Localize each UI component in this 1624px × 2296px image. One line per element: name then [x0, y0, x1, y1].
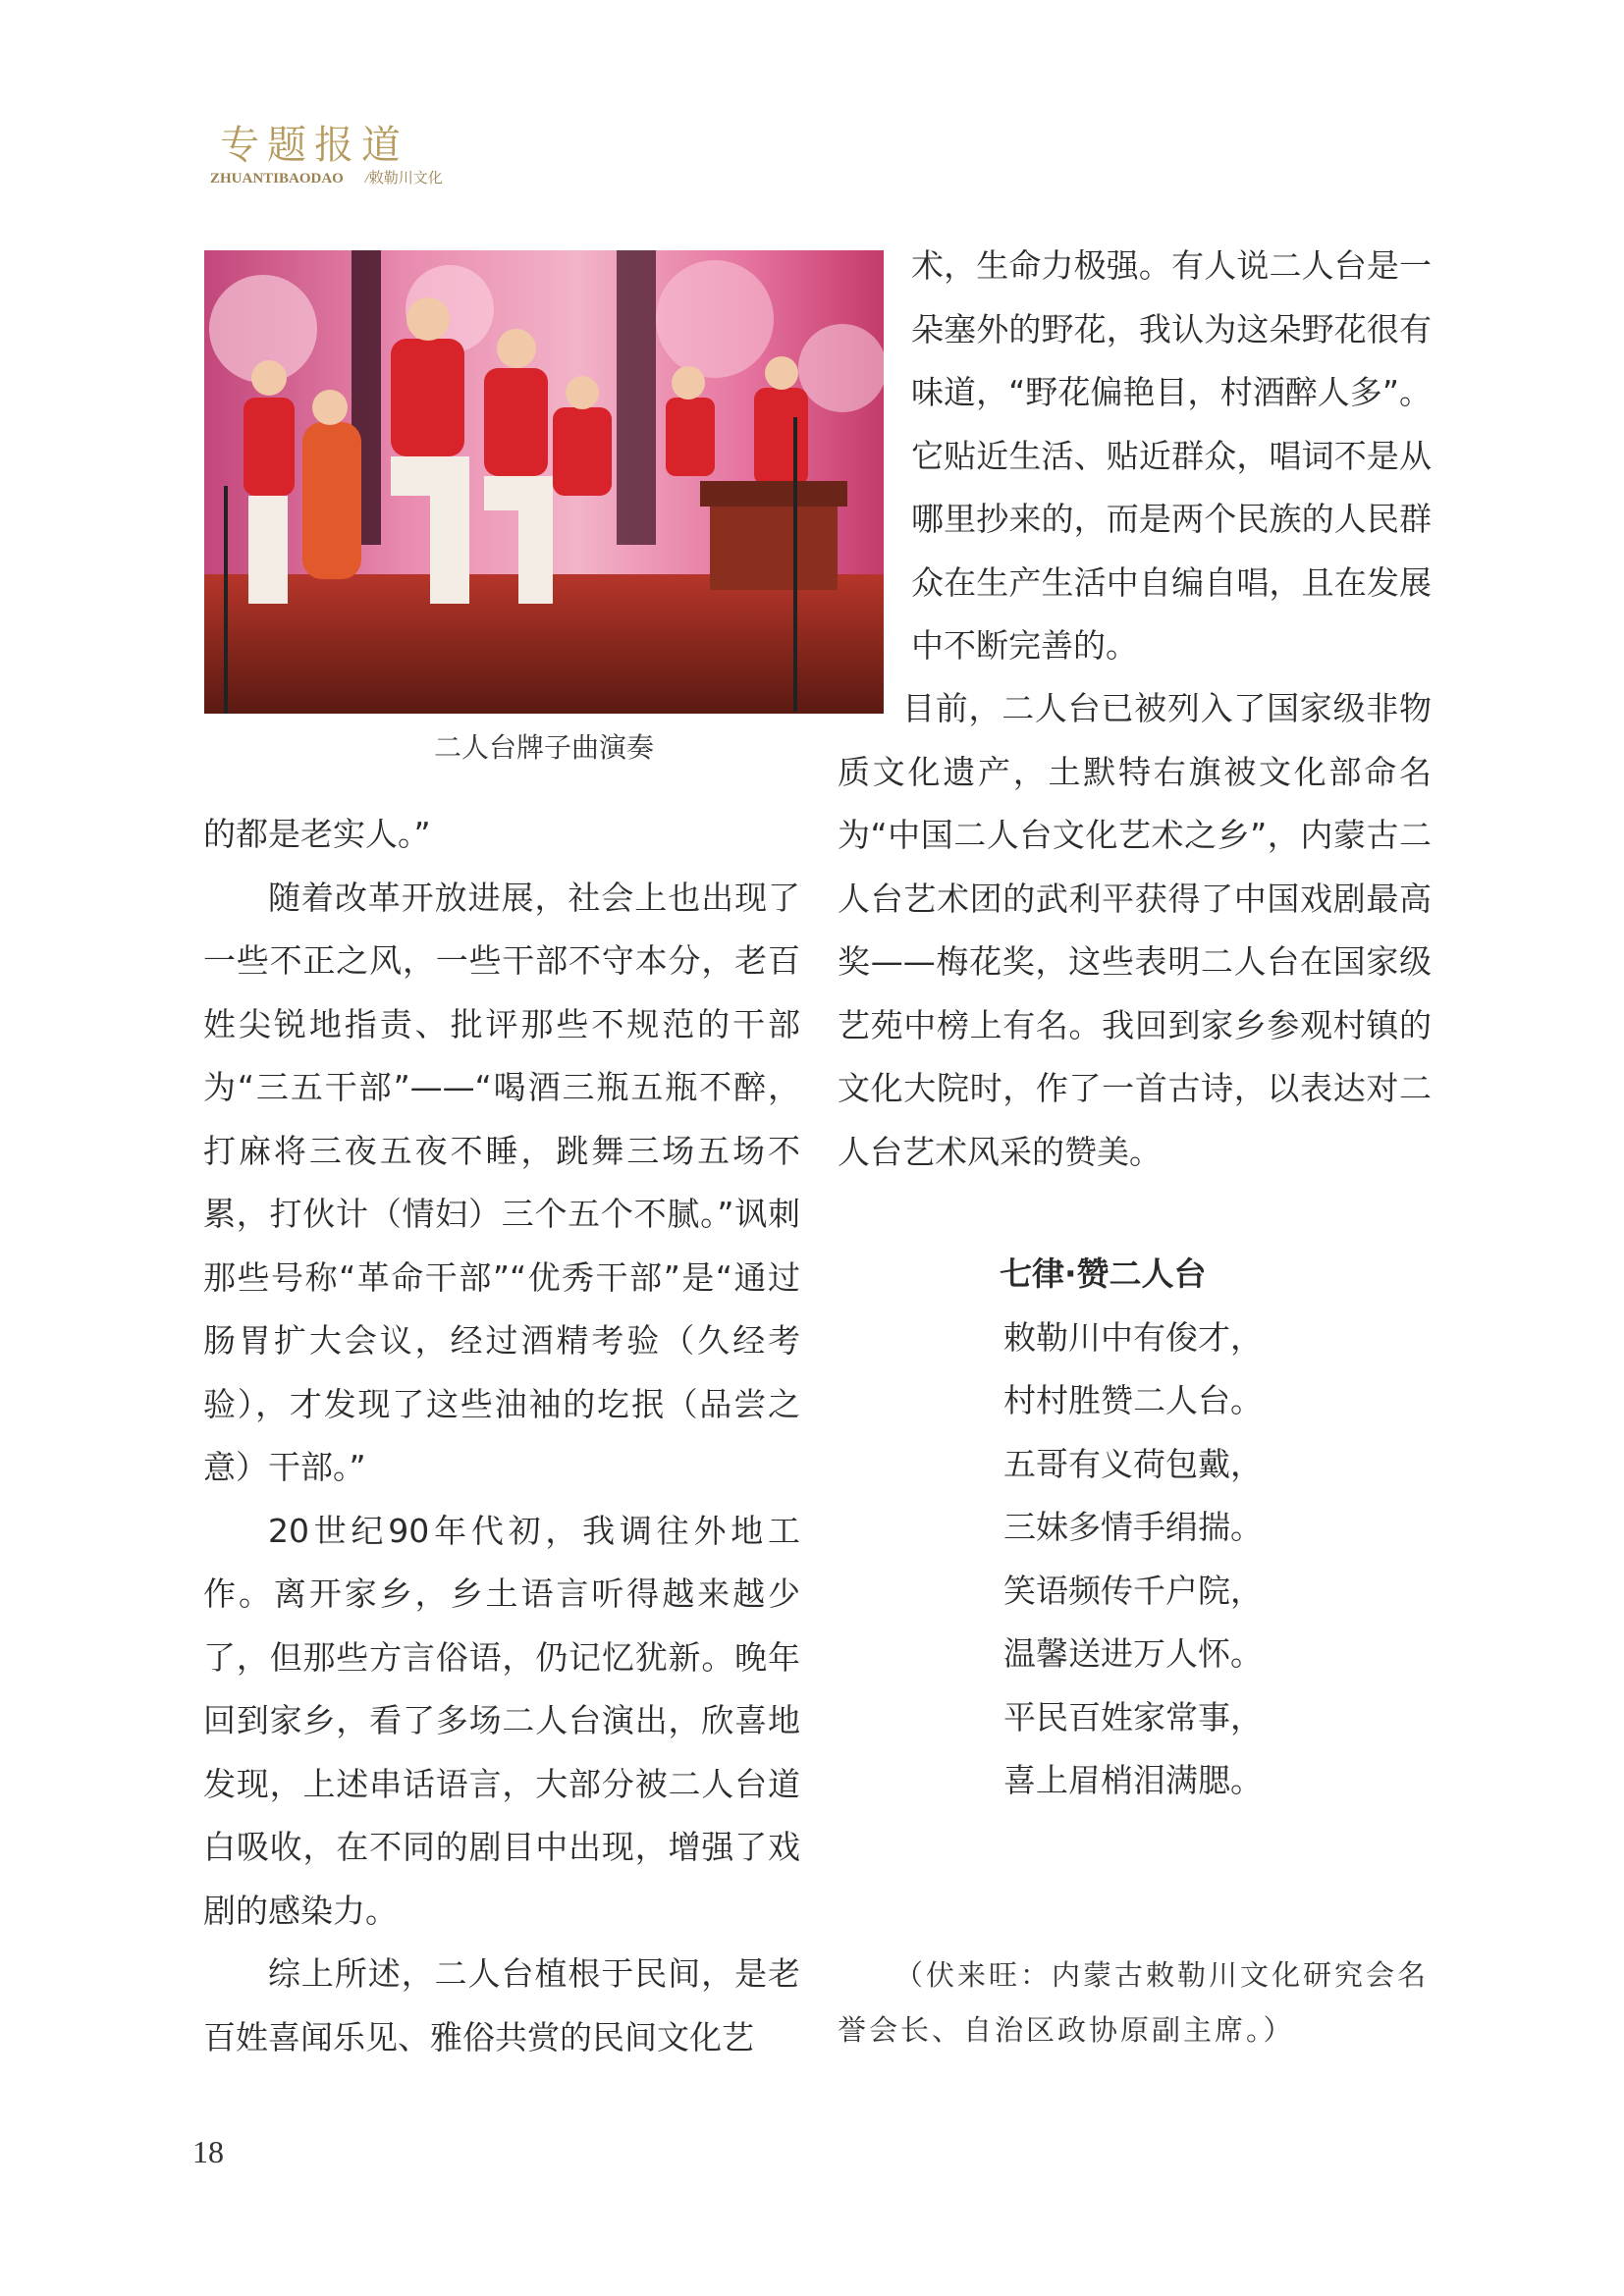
paragraph: 20世纪90年代初，我调往外地工作。离开家乡，乡土语言听得越来越少了，但那些方言俗语，仍记忆犹新。晚年回到家乡，看了多场二人台演出，欣喜地发现，上述串话语言，大部分被二人台道白吸收，在不同的剧目中出现，增强了戏剧的感染力。	[203, 1511, 800, 1930]
poem-line: 温馨送进万人怀。	[1003, 1634, 1263, 1673]
poem-line: 村村胜赞二人台。	[1003, 1381, 1263, 1419]
right-column	[838, 677, 1432, 1184]
section-name: 敕勒川文化	[368, 171, 443, 187]
section-pinyin: ZHUANTIBAODAO	[210, 171, 344, 187]
poem-line: 笑语频传千户院，	[1003, 1571, 1263, 1610]
poem-line: 敕勒川中有俊才，	[1003, 1317, 1263, 1357]
poem	[1000, 1243, 1263, 1813]
paragraph: 综上所述，二人台植根于民间，是老百姓喜闻乐见、雅俗共赏的民间文化艺	[203, 1954, 800, 2056]
poem-line: 三妹多情手绢揣。	[1003, 1508, 1263, 1546]
photo-caption: 二人台牌子曲演奏	[433, 731, 654, 764]
paragraph: 目前，二人台已被列入了国家级非物质文化遗产，土默特右旗被文化部命名为“中国二人台文化艺术之乡”，内蒙古二人台艺术团的武利平获得了中国戏剧最高奖——梅花奖，这些表明二人台在国家级艺苑中榜上有名。我回到家乡参观村镇的文化大院时，作了一首古诗，以表达对二人台艺术风采的赞美。	[838, 689, 1432, 1171]
performance-photo	[204, 250, 884, 714]
section-subtitle	[210, 167, 443, 187]
paragraph: 的都是老实人。”	[203, 815, 431, 853]
author-note: （伏来旺：内蒙古敕勒川文化研究会名誉会长、自治区政协原副主席。）	[838, 1958, 1430, 2047]
paragraph: 术，生命力极强。有人说二人台是一朵塞外的野花，我认为这朵野花很有味道，“野花偏艳目，村酒醉人多”。它贴近生活、贴近群众，唱词不是从哪里抄来的，而是两个民族的人民群众在生产生活中自编自唱，且在发展中不断完善的。	[911, 246, 1432, 665]
paragraph: 随着改革开放进展，社会上也出现了一些不正之风，一些干部不守本分，老百姓尖锐地指责、批评那些不规范的干部为“三五干部”——“喝酒三瓶五瓶不醉，打麻将三夜五夜不睡，跳舞三场五场不累，打伙计（情妇）三个五个不腻。”讽刺那些号称“革命干部”“优秀干部”是“通过肠胃扩大会议，经过酒精考验（久经考验），才发现了这些油袖的圪抿（品尝之意）干部。”	[203, 878, 800, 1486]
left-column	[203, 803, 800, 2069]
poem-title: 七律·赞二人台	[1000, 1255, 1207, 1293]
poem-line: 五哥有义荷包戴，	[1003, 1444, 1263, 1483]
section-title: 专题报道	[220, 123, 408, 168]
poem-line: 平民百姓家常事，	[1003, 1697, 1263, 1736]
page-number: 18	[192, 2134, 224, 2169]
poem-line: 喜上眉梢泪满腮。	[1003, 1761, 1263, 1799]
slash-divider: /	[364, 171, 369, 187]
right-column-top	[911, 235, 1432, 678]
